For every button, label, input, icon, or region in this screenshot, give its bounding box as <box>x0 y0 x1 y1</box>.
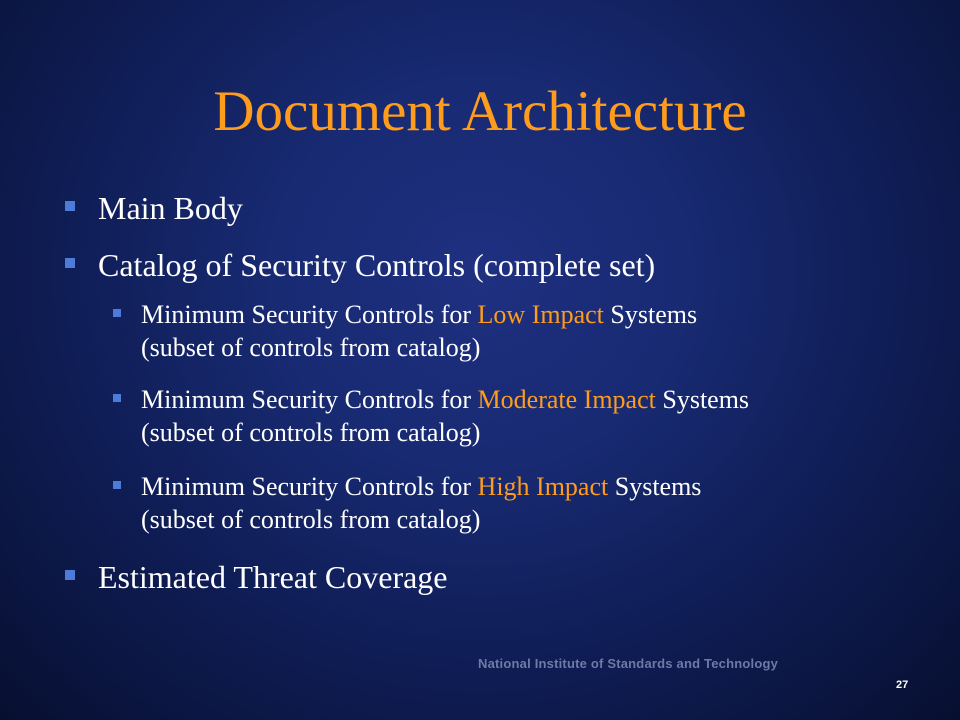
subbullet-text-line2: (subset of controls from catalog) <box>141 418 481 447</box>
subbullet-text-before: Minimum Security Controls for <box>141 472 478 501</box>
bullet-threat-coverage <box>98 557 448 597</box>
slide-title: Document Architecture <box>213 80 747 143</box>
square-bullet-icon <box>113 394 121 402</box>
subbullet-text-before: Minimum Security Controls for <box>141 385 478 414</box>
square-bullet-icon <box>65 258 75 268</box>
square-bullet-icon <box>65 570 75 580</box>
subbullet-high-impact <box>141 470 701 536</box>
bullet-catalog <box>98 245 655 285</box>
bullet-text: Main Body <box>98 190 243 226</box>
square-bullet-icon <box>113 481 121 489</box>
subbullet-text-after: Systems <box>603 300 698 329</box>
subbullet-text-after: Systems <box>655 385 750 414</box>
square-bullet-icon <box>65 201 75 211</box>
bullet-main-body <box>98 188 243 228</box>
subbullet-text-after: Systems <box>608 472 702 501</box>
impact-level-highlight: Low Impact <box>477 300 604 329</box>
footer-organization: National Institute of Standards and Technology <box>478 656 779 671</box>
square-bullet-icon <box>113 309 121 317</box>
bullet-text: Estimated Threat Coverage <box>98 559 448 595</box>
bullet-text: Catalog of Security Controls (complete set) <box>98 247 656 283</box>
impact-level-highlight: Moderate Impact <box>477 385 656 414</box>
subbullet-text-line2: (subset of controls from catalog) <box>141 333 481 362</box>
page-number: 27 <box>896 679 909 691</box>
subbullet-text-line2: (subset of controls from catalog) <box>141 505 481 534</box>
subbullet-text-before: Minimum Security Controls for <box>141 300 478 329</box>
impact-level-highlight: High Impact <box>477 472 609 501</box>
subbullet-low-impact <box>141 298 697 364</box>
subbullet-moderate-impact <box>141 383 749 449</box>
